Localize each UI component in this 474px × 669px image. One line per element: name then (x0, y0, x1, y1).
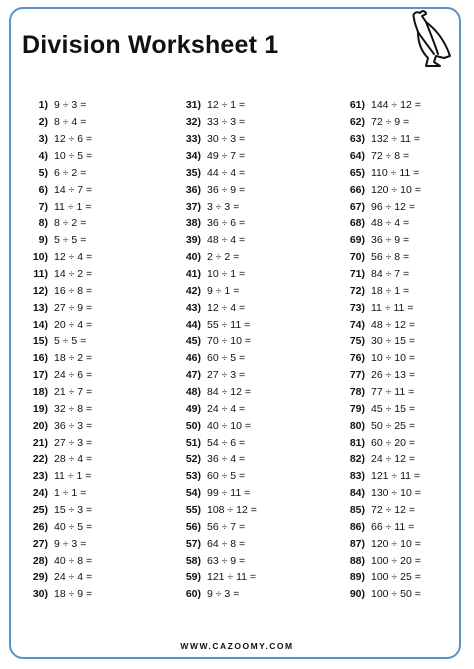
problem-row (343, 569, 461, 586)
problem-number: 52) (185, 453, 201, 466)
problem-number: 45) (185, 335, 201, 348)
problem-row (343, 164, 461, 181)
problem-row (179, 552, 297, 569)
division-expression: 2 ÷ 2 = (207, 251, 240, 264)
division-expression: 3 ÷ 3 = (207, 200, 240, 213)
problem-number: 38) (185, 217, 201, 230)
problem-number: 76) (349, 352, 365, 365)
problem-number: 1) (38, 99, 48, 112)
problem-number: 78) (349, 386, 365, 399)
problem-row (179, 569, 297, 586)
problem-row (179, 148, 297, 165)
problem-number: 43) (185, 301, 201, 314)
problem-number: 70) (349, 251, 365, 264)
division-expression: 130 ÷ 10 = (371, 487, 421, 500)
problem-number: 16) (32, 352, 48, 365)
division-expression: 84 ÷ 12 = (207, 386, 252, 399)
problem-row (26, 586, 124, 603)
problem-number: 41) (185, 268, 201, 281)
problem-row (179, 266, 297, 283)
problem-number: 33) (185, 133, 201, 146)
division-expression: 77 ÷ 11 = (371, 386, 415, 399)
division-expression: 26 ÷ 13 = (371, 369, 416, 382)
division-expression: 40 ÷ 8 = (54, 554, 93, 567)
division-expression: 12 ÷ 4 = (54, 251, 93, 264)
problem-row (179, 215, 297, 232)
problem-row (343, 282, 461, 299)
problem-number: 6) (38, 183, 48, 196)
problem-number: 83) (349, 470, 365, 483)
problem-row (179, 451, 297, 468)
problem-number: 80) (349, 419, 365, 432)
problem-number: 62) (349, 116, 365, 129)
problem-row (343, 400, 461, 417)
problem-number: 81) (349, 436, 365, 449)
division-expression: 72 ÷ 12 = (371, 504, 416, 517)
problem-row (343, 215, 461, 232)
problem-number: 17) (32, 369, 48, 382)
division-expression: 10 ÷ 10 = (371, 352, 416, 365)
division-expression: 20 ÷ 4 = (54, 318, 93, 331)
problem-row (26, 518, 124, 535)
problem-number: 4) (38, 150, 48, 162)
problem-number: 67) (349, 200, 365, 213)
problem-row (26, 384, 124, 401)
problem-row (179, 198, 297, 215)
problem-number: 57) (185, 537, 201, 550)
problem-number: 85) (349, 504, 365, 517)
problem-row (343, 535, 461, 552)
problem-row (26, 552, 124, 569)
problem-row (343, 384, 461, 401)
problem-number: 5) (38, 166, 48, 179)
division-expression: 9 ÷ 3 = (207, 588, 240, 601)
problem-number: 59) (185, 571, 201, 584)
division-expression: 50 ÷ 25 = (371, 419, 416, 432)
division-expression: 24 ÷ 4 = (207, 402, 246, 415)
division-expression: 28 ÷ 4 = (54, 453, 93, 466)
division-expression: 12 ÷ 1 = (207, 99, 246, 112)
problem-number: 87) (349, 537, 365, 550)
division-expression: 15 ÷ 3 = (54, 504, 93, 517)
problem-number: 71) (349, 268, 365, 281)
problem-row (26, 232, 124, 249)
division-expression: 66 ÷ 11 = (371, 520, 415, 533)
problem-row (343, 299, 461, 316)
division-expression: 63 ÷ 9 = (207, 554, 246, 567)
division-expression: 24 ÷ 6 = (54, 369, 93, 382)
division-expression: 144 ÷ 12 = (371, 99, 421, 112)
problem-row (179, 468, 297, 485)
problem-number: 53) (185, 470, 201, 483)
problem-number: 13) (32, 301, 48, 314)
problem-number: 22) (32, 453, 48, 466)
problem-row (343, 468, 461, 485)
problem-row (26, 249, 124, 266)
division-expression: 5 ÷ 5 = (54, 234, 87, 247)
problem-number: 84) (349, 487, 365, 500)
problem-number: 69) (349, 234, 365, 247)
division-expression: 9 ÷ 3 = (54, 99, 87, 112)
division-expression: 11 ÷ 11 = (371, 301, 414, 314)
problem-row (343, 266, 461, 283)
division-expression: 36 ÷ 3 = (54, 419, 93, 432)
problem-row (343, 502, 461, 519)
problem-number: 10) (32, 251, 48, 264)
problem-number: 21) (32, 436, 48, 449)
problem-number: 26) (32, 520, 48, 533)
division-expression: 100 ÷ 50 = (371, 588, 421, 601)
division-expression: 9 ÷ 1 = (207, 284, 240, 297)
problem-row (179, 114, 297, 131)
problem-number: 2) (38, 116, 48, 129)
division-expression: 72 ÷ 8 = (371, 150, 410, 162)
problem-row (26, 215, 124, 232)
problem-number: 12) (32, 284, 48, 297)
division-expression: 14 ÷ 7 = (54, 183, 93, 196)
division-expression: 8 ÷ 4 = (54, 116, 87, 129)
division-expression: 48 ÷ 4 = (207, 234, 246, 247)
division-expression: 12 ÷ 6 = (54, 133, 93, 146)
problem-row (26, 485, 124, 502)
division-expression: 18 ÷ 2 = (54, 352, 93, 365)
problem-row (179, 485, 297, 502)
problem-number: 47) (185, 369, 201, 382)
problem-row (26, 97, 124, 114)
problem-number: 79) (349, 402, 365, 415)
division-expression: 40 ÷ 10 = (207, 419, 252, 432)
problem-row (343, 552, 461, 569)
division-expression: 48 ÷ 4 = (371, 217, 410, 230)
division-expression: 120 ÷ 10 = (371, 183, 421, 196)
division-expression: 120 ÷ 10 = (371, 537, 421, 550)
egyptian-owl-hieroglyph-icon (406, 8, 456, 70)
problem-row (343, 451, 461, 468)
problem-number: 11) (33, 268, 48, 281)
problem-row (26, 299, 124, 316)
problem-number: 90) (349, 588, 365, 601)
division-expression: 24 ÷ 12 = (371, 453, 416, 466)
division-expression: 64 ÷ 8 = (207, 537, 246, 550)
problem-row (179, 518, 297, 535)
division-expression: 30 ÷ 3 = (207, 133, 246, 146)
problem-column-2 (179, 97, 297, 603)
problem-number: 89) (349, 571, 365, 584)
problem-row (26, 131, 124, 148)
problem-number: 3) (38, 133, 48, 146)
problem-row (343, 518, 461, 535)
problem-row (343, 181, 461, 198)
problem-row (343, 232, 461, 249)
problem-row (343, 249, 461, 266)
problem-number: 37) (185, 200, 201, 213)
problem-row (179, 400, 297, 417)
problem-number: 51) (185, 436, 201, 449)
problem-row (179, 164, 297, 181)
division-expression: 48 ÷ 12 = (371, 318, 416, 331)
problem-number: 7) (38, 200, 48, 213)
division-expression: 54 ÷ 6 = (207, 436, 246, 449)
division-expression: 27 ÷ 3 = (54, 436, 93, 449)
problem-number: 73) (349, 301, 365, 314)
problem-row (179, 384, 297, 401)
problem-number: 74) (349, 318, 365, 331)
division-expression: 36 ÷ 9 = (207, 183, 246, 196)
problem-row (26, 434, 124, 451)
problem-row (26, 266, 124, 283)
division-expression: 121 ÷ 11 = (371, 470, 421, 483)
problem-number: 25) (32, 504, 48, 517)
problem-row (26, 569, 124, 586)
problem-row (179, 417, 297, 434)
problem-row (26, 417, 124, 434)
problem-row (26, 164, 124, 181)
division-expression: 30 ÷ 15 = (371, 335, 416, 348)
problem-number: 34) (185, 150, 201, 162)
problem-number: 29) (32, 571, 48, 584)
problem-row (179, 586, 297, 603)
division-expression: 56 ÷ 8 = (371, 251, 410, 264)
problem-number: 36) (185, 183, 201, 196)
division-expression: 45 ÷ 15 = (371, 402, 416, 415)
division-expression: 14 ÷ 2 = (54, 268, 93, 281)
problem-number: 30) (32, 588, 48, 601)
problem-number: 86) (349, 520, 365, 533)
problem-row (343, 131, 461, 148)
problem-row (26, 451, 124, 468)
problem-row (26, 282, 124, 299)
division-expression: 55 ÷ 11 = (207, 318, 251, 331)
problem-row (26, 502, 124, 519)
problem-row (179, 434, 297, 451)
problem-row (26, 181, 124, 198)
problem-number: 54) (185, 487, 201, 500)
problem-row (179, 282, 297, 299)
division-expression: 18 ÷ 1 = (371, 284, 410, 297)
problem-row (343, 586, 461, 603)
division-expression: 8 ÷ 2 = (54, 217, 87, 230)
problem-number: 75) (349, 335, 365, 348)
problem-number: 66) (349, 183, 365, 196)
problem-row (179, 367, 297, 384)
division-expression: 12 ÷ 4 = (207, 301, 246, 314)
division-expression: 56 ÷ 7 = (207, 520, 246, 533)
division-expression: 70 ÷ 10 = (207, 335, 252, 348)
problem-number: 18) (32, 386, 48, 399)
problem-number: 48) (185, 386, 201, 399)
problem-column-1 (26, 97, 124, 603)
problem-number: 24) (32, 487, 48, 500)
division-expression: 10 ÷ 1 = (207, 268, 246, 281)
division-expression: 32 ÷ 8 = (54, 402, 93, 415)
problem-number: 44) (185, 318, 201, 331)
problem-number: 23) (32, 470, 48, 483)
division-expression: 9 ÷ 3 = (54, 537, 87, 550)
problem-row (343, 417, 461, 434)
problem-number: 82) (349, 453, 365, 466)
problem-row (26, 316, 124, 333)
division-expression: 27 ÷ 3 = (207, 369, 246, 382)
problem-number: 64) (349, 150, 365, 162)
division-expression: 99 ÷ 11 = (207, 487, 251, 500)
problem-number: 14) (32, 318, 48, 331)
division-expression: 100 ÷ 25 = (371, 571, 421, 584)
problem-number: 8) (38, 217, 48, 230)
problem-row (26, 198, 124, 215)
problem-number: 39) (185, 234, 201, 247)
division-expression: 60 ÷ 5 = (207, 470, 246, 483)
website-footer: WWW.CAZOOMY.COM (180, 641, 294, 651)
problem-number: 32) (185, 116, 201, 129)
problem-row (343, 367, 461, 384)
division-expression: 60 ÷ 20 = (371, 436, 416, 449)
problem-row (179, 97, 297, 114)
problem-number: 15) (32, 335, 48, 348)
division-expression: 11 ÷ 1 = (54, 200, 92, 213)
problem-row (179, 299, 297, 316)
division-expression: 44 ÷ 4 = (207, 166, 246, 179)
problem-number: 55) (185, 504, 201, 517)
problem-row (179, 181, 297, 198)
division-expression: 24 ÷ 4 = (54, 571, 93, 584)
division-expression: 27 ÷ 9 = (54, 301, 93, 314)
problem-number: 28) (32, 554, 48, 567)
problem-number: 58) (185, 554, 201, 567)
problem-column-3 (343, 97, 461, 603)
problem-row (343, 333, 461, 350)
problem-row (343, 97, 461, 114)
problem-row (343, 114, 461, 131)
division-expression: 21 ÷ 7 = (54, 386, 93, 399)
problem-number: 56) (185, 520, 201, 533)
problem-row (26, 367, 124, 384)
problem-row (26, 400, 124, 417)
division-expression: 5 ÷ 5 = (54, 335, 87, 348)
problem-number: 63) (349, 133, 365, 146)
division-expression: 132 ÷ 11 = (371, 133, 421, 146)
problem-number: 77) (349, 369, 365, 382)
problem-number: 88) (349, 554, 365, 567)
division-expression: 110 ÷ 11 = (371, 166, 420, 179)
division-expression: 121 ÷ 11 = (207, 571, 257, 584)
division-expression: 108 ÷ 12 = (207, 504, 257, 517)
problem-row (26, 535, 124, 552)
division-expression: 1 ÷ 1 = (54, 487, 87, 500)
division-expression: 16 ÷ 8 = (54, 284, 93, 297)
division-expression: 11 ÷ 1 = (54, 470, 92, 483)
problem-number: 68) (349, 217, 365, 230)
division-expression: 18 ÷ 9 = (54, 588, 93, 601)
page-title: Division Worksheet 1 (22, 31, 279, 59)
division-expression: 96 ÷ 12 = (371, 200, 416, 213)
problem-row (179, 131, 297, 148)
problem-row (179, 232, 297, 249)
problem-row (26, 148, 124, 165)
problem-number: 20) (32, 419, 48, 432)
problem-number: 42) (185, 284, 201, 297)
problem-number: 31) (185, 99, 201, 112)
division-expression: 33 ÷ 3 = (207, 116, 246, 129)
problem-number: 46) (185, 352, 201, 365)
division-expression: 10 ÷ 5 = (54, 150, 93, 162)
problem-row (179, 316, 297, 333)
division-expression: 60 ÷ 5 = (207, 352, 246, 365)
problem-row (26, 114, 124, 131)
problem-number: 35) (185, 166, 201, 179)
problem-row (26, 350, 124, 367)
problem-row (26, 333, 124, 350)
division-expression: 100 ÷ 20 = (371, 554, 421, 567)
division-expression: 84 ÷ 7 = (371, 268, 410, 281)
problem-number: 27) (32, 537, 48, 550)
division-expression: 49 ÷ 7 = (207, 150, 246, 162)
problem-number: 9) (38, 234, 48, 247)
division-expression: 40 ÷ 5 = (54, 520, 93, 533)
division-expression: 36 ÷ 9 = (371, 234, 410, 247)
problem-row (343, 350, 461, 367)
problem-row (343, 485, 461, 502)
problem-row (179, 333, 297, 350)
problem-number: 40) (185, 251, 201, 264)
problem-number: 65) (349, 166, 365, 179)
problem-number: 50) (185, 419, 201, 432)
problem-row (179, 535, 297, 552)
problem-number: 19) (32, 402, 48, 415)
division-expression: 6 ÷ 2 = (54, 166, 87, 179)
problem-row (179, 350, 297, 367)
problem-number: 49) (185, 402, 201, 415)
division-expression: 36 ÷ 4 = (207, 453, 246, 466)
problem-row (179, 502, 297, 519)
problem-row (343, 434, 461, 451)
problem-row (343, 198, 461, 215)
problem-row (179, 249, 297, 266)
problem-number: 72) (349, 284, 365, 297)
problem-number: 60) (185, 588, 201, 601)
division-expression: 36 ÷ 6 = (207, 217, 246, 230)
problem-row (343, 316, 461, 333)
problem-row (343, 148, 461, 165)
division-expression: 72 ÷ 9 = (371, 116, 410, 129)
problem-number: 61) (349, 99, 365, 112)
problem-row (26, 468, 124, 485)
